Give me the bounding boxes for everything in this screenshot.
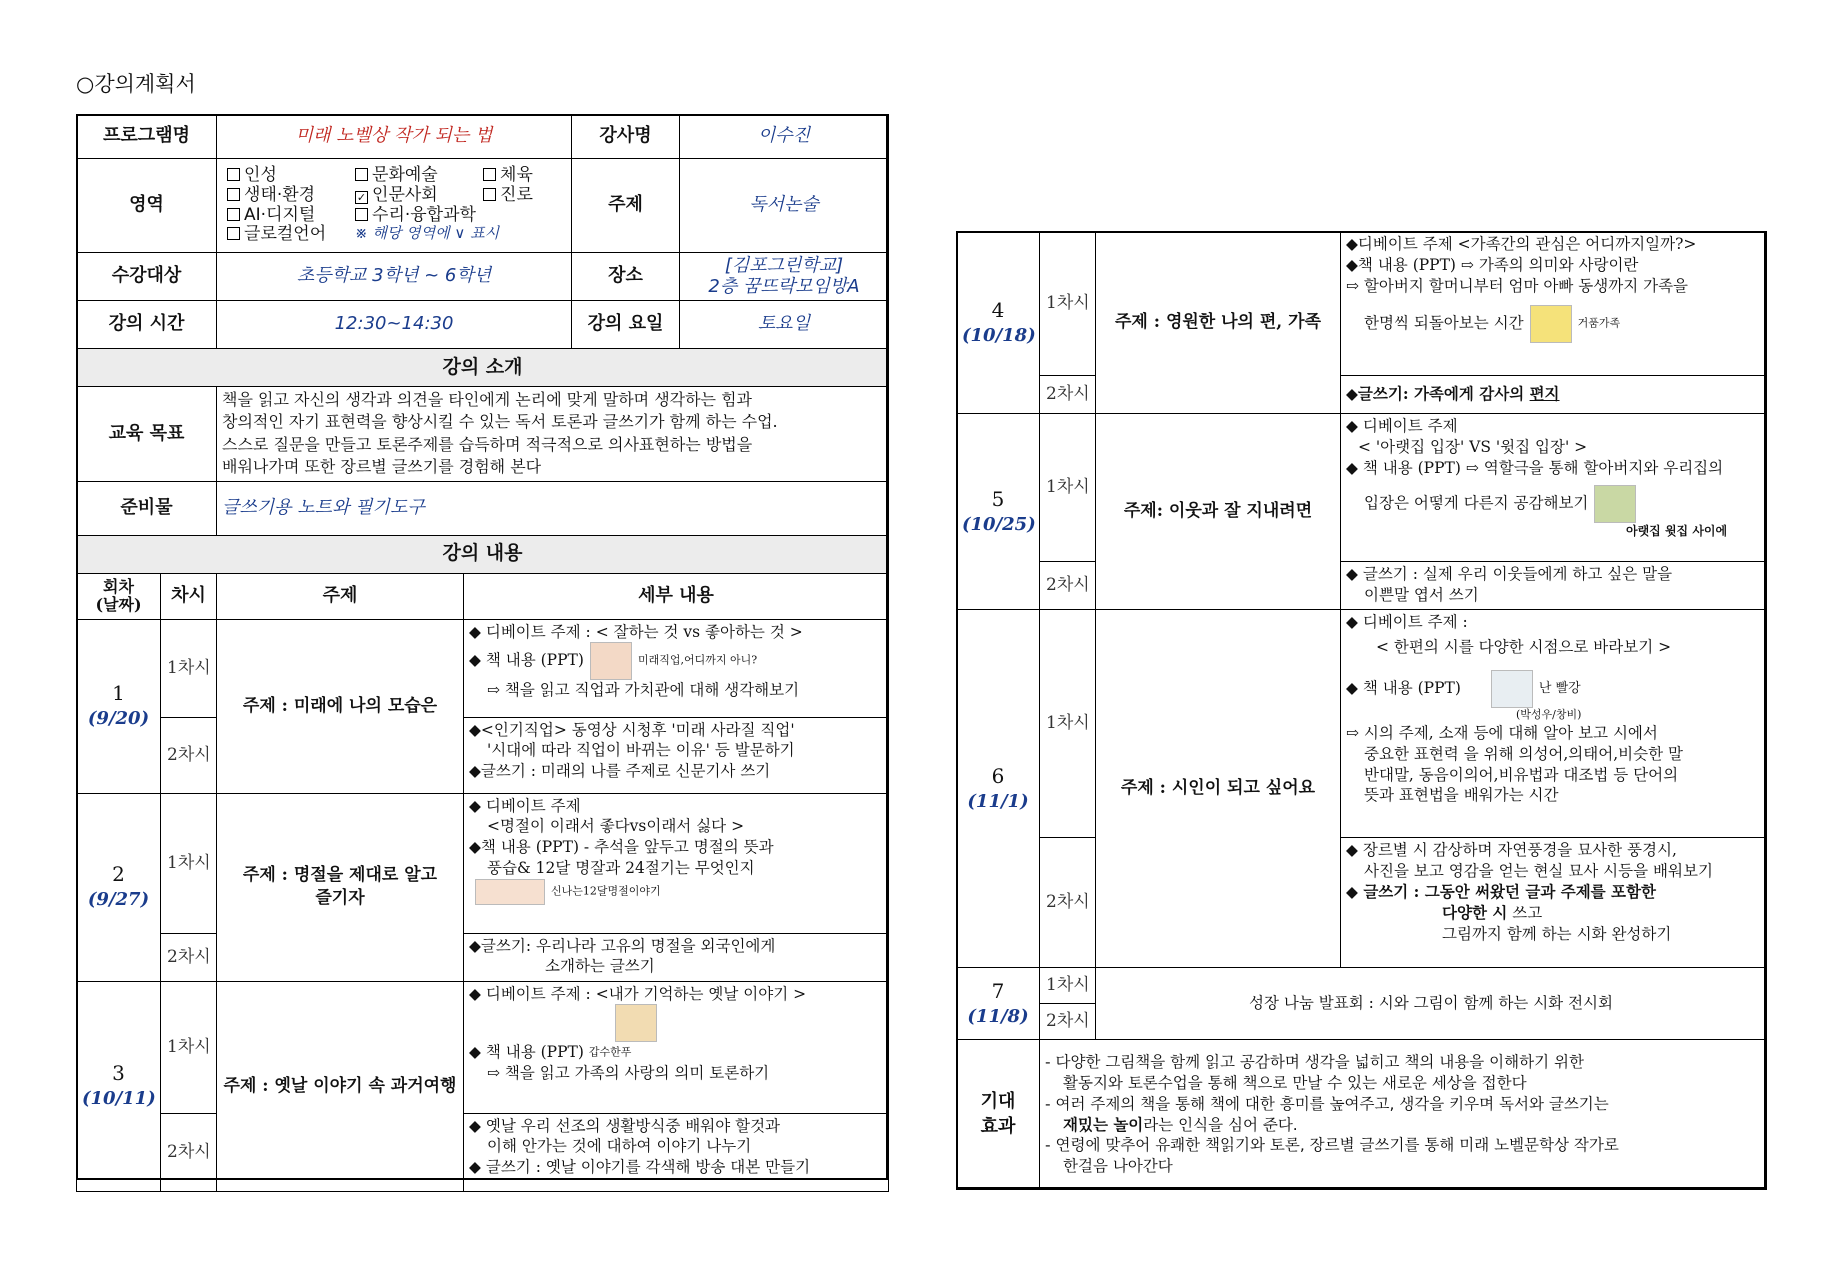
time-label: 강의 시간 (77, 301, 217, 349)
area-note: ※ 해당 영역에 ∨ 표시 (355, 224, 500, 243)
session-detail: ◆ 디베이트 주제 <명절이 이래서 좋다vs이래서 싫다 > ◆책 내용 (PPT) - 추석을 앞두고 명절의 뜻과 풍습& 12달 명잘과 24절기는 무엇인지 신나는12달명절이야기 (464, 793, 889, 933)
table-row (77, 933, 889, 981)
goal-label: 교육 목표 (77, 387, 217, 482)
place-label: 장소 (572, 253, 680, 301)
effect-text: - 다양한 그림책을 함께 읽고 공감하며 생각을 넓히고 책의 내용을 이해하기 위한 활동지와 토론수업을 통해 책으로 만날 수 있는 새로운 세상을 접한다 - 여러 주제의 책을 통해 책에 대한 흥미를 높여주고, 생각을 키우며 독서와 글쓰기는 재밌는 놀이라는 인식을 심어 준다. - 연령에 맞추어 유쾌한 책읽기와 토론, 장르별 글쓰기를 통해 미래 노벨문학상 작가로 한걸음 나아간다 (1040, 1040, 1767, 1190)
round-topic: 주제 : 영원한 나의 편, 가족 (1096, 232, 1341, 414)
session-label: 1차시 (1040, 232, 1096, 376)
session-detail: ◆ 디베이트 주제 : <내가 기억하는 옛날 이야기 > ◆ 책 내용 (PPT) 갑수한푸 ⇨ 책을 읽고 가족의 사랑의 의미 토론하기 (464, 981, 889, 1113)
target-label: 수강대상 (77, 253, 217, 301)
session-detail: ◆ 글쓰기 : 실제 우리 이웃들에게 하고 싶은 말을 이쁜말 엽서 쓰기 (1341, 562, 1767, 610)
session-detail: ◆글쓰기: 우리나라 고유의 명절을 외국인에게 소개하는 글쓰기 (464, 933, 889, 981)
time-value: 12:30~14:30 (217, 301, 572, 349)
session-label: 1차시 (161, 619, 217, 717)
lecture-plan-table-left (76, 114, 889, 1192)
session-label: 2차시 (161, 717, 217, 793)
round-topic: 주제 : 미래에 나의 모습은 (217, 619, 464, 793)
table-row (957, 562, 1767, 610)
area-option[interactable]: 문화예술 (355, 166, 483, 186)
session-detail: ◆ 디베이트 주제 < '아랫집 입장' VS '윗집 입장' > ◆ 책 내용 (PPT) ⇨ 역할극을 통해 할아버지와 우리집의 입장은 어떻게 다른지 공감해보기 아랫집 윗집 사이에 (1341, 414, 1767, 562)
place-value: [김포그린학교] 2층 꿈뜨락모임방A (680, 253, 889, 301)
subject-value: 독서논술 (680, 159, 889, 253)
book-cover-thumbnail (475, 879, 545, 905)
area-option[interactable]: 생태·환경 (227, 186, 355, 206)
book-cover-thumbnail (615, 1004, 657, 1042)
table-row (77, 981, 889, 1113)
round-topic: 주제: 이웃과 잘 지내려면 (1096, 414, 1341, 610)
instructor-label: 강사명 (572, 115, 680, 159)
area-option[interactable]: 글로컬언어 (227, 225, 355, 245)
table-row (77, 1113, 889, 1191)
intro-section-title: 강의 소개 (77, 349, 889, 387)
content-section-title: 강의 내용 (77, 535, 889, 573)
lecture-plan-table-right (956, 231, 1767, 1190)
session-label: 1차시 (161, 793, 217, 933)
book-cover-thumbnail (590, 642, 632, 680)
round-detail: 성장 나눔 발표회 : 시와 그림이 함께 하는 시화 전시회 (1096, 968, 1767, 1040)
session-detail: ◆ 장르별 시 감상하며 자연풍경을 묘사한 풍경시, 사진을 보고 영감을 얻는 현실 묘사 시등을 배워보기 ◆ 글쓰기 : 그동안 써왔던 글과 주제를 포함한 다양한 시 쓰고 그림까지 함께 하는 시화 완성하기 (1341, 838, 1767, 968)
col-topic-header: 주제 (217, 573, 464, 619)
book-cover-thumbnail (1530, 305, 1572, 343)
table-row (957, 1040, 1767, 1190)
area-option[interactable]: 수리·융합과학 (355, 206, 563, 226)
session-label: 2차시 (1040, 838, 1096, 968)
area-option[interactable]: AI·디지털 (227, 206, 355, 226)
col-round-header: 회차 (날짜) (77, 573, 161, 619)
table-row (957, 968, 1767, 1004)
session-label: 1차시 (161, 981, 217, 1113)
session-detail: ◆디베이트 주제 <가족간의 관심은 어디까지일까?> ◆책 내용 (PPT) ⇨ 가족의 의미와 사랑이란 ⇨ 할아버지 할머니부터 엄마 아빠 동생까지 가족을 한명씩 되돌아보는 시간 거품가족 (1341, 232, 1767, 376)
subject-label: 주제 (572, 159, 680, 253)
session-label: 1차시 (1040, 414, 1096, 562)
prep-value: 글쓰기용 노트와 필기도구 (217, 481, 889, 535)
round-topic: 주제 : 옛날 이야기 속 과거여행 (217, 981, 464, 1191)
day-label: 강의 요일 (572, 301, 680, 349)
session-detail: ◆글쓰기: 가족에게 감사의 편지 (1341, 376, 1767, 414)
col-session-header: 차시 (161, 573, 217, 619)
session-label: 1차시 (1040, 610, 1096, 838)
session-detail: ◆<인기직업> 동영상 시청후 '미래 사라질 직업' '시대에 따라 직업이 바뀌는 이유' 등 발문하기 ◆글쓰기 : 미래의 나를 주제로 신문기사 쓰기 (464, 717, 889, 793)
session-label: 2차시 (161, 933, 217, 981)
session-label: 2차시 (1040, 562, 1096, 610)
program-value: 미래 노벨상 작가 되는 법 (217, 115, 572, 159)
session-detail: ◆ 디베이트 주제 : < 한편의 시를 다양한 시점으로 바라보기 > ◆ 책 내용 (PPT) 난 빨강 (박성우/창비) ⇨ 시의 주제, 소재 등에 대해 알아 보고 시에서 중요한 표현력 을 위해 의성어,의태어,비슷한 말 반대말, 동음이의어,비유법과 대조법 등 단어의 뜻과 표현법을 배워가는 시간 (1341, 610, 1767, 838)
table-row (77, 717, 889, 793)
target-value: 초등학교 3학년 ~ 6학년 (217, 253, 572, 301)
session-label: 2차시 (1040, 1004, 1096, 1040)
document-title: ○강의계획서 (76, 72, 196, 96)
area-option[interactable]: ✓ 인문사회 (356, 184, 438, 205)
table-row (957, 232, 1767, 376)
round-number: 5 (10/25) (957, 414, 1040, 610)
table-row (957, 610, 1767, 838)
round-number: 6 (11/1) (957, 610, 1040, 968)
book-cover-thumbnail (1594, 485, 1636, 523)
goal-text: 책을 읽고 자신의 생각과 의견을 타인에게 논리에 맞게 말하며 생각하는 힘과 창의적인 자기 표현력을 향상시킬 수 있는 독서 토론과 글쓰기가 함께 하는 수업. 스스로 질문을 만들고 토론주제를 습득하며 적극적으로 의사표현하는 방법을 배워나가며 또한 장르별 글쓰기를 경험해 본다 (217, 387, 889, 482)
table-row (77, 793, 889, 933)
round-number: 3 (10/11) (77, 981, 161, 1191)
session-detail: ◆ 디베이트 주제 : < 잘하는 것 vs 좋아하는 것 > ◆ 책 내용 (PPT) 미래직업,어디까지 아니? ⇨ 책을 읽고 직업과 가치관에 대해 생각해보기 (464, 619, 889, 717)
round-number: 7 (11/8) (957, 968, 1040, 1040)
session-label: 2차시 (161, 1113, 217, 1191)
session-label: 1차시 (1040, 968, 1096, 1004)
table-row (957, 838, 1767, 968)
round-number: 1 (9/20) (77, 619, 161, 793)
table-row (957, 376, 1767, 414)
session-detail: ◆ 옛날 우리 선조의 생활방식중 배워야 할것과 이해 안가는 것에 대하여 이야기 나누기 ◆ 글쓰기 : 옛날 이야기를 각색해 방송 대본 만들기 (464, 1113, 889, 1191)
round-number: 4 (10/18) (957, 232, 1040, 414)
instructor-value: 이수진 (680, 115, 889, 159)
session-label: 2차시 (1040, 376, 1096, 414)
round-topic: 주제 : 시인이 되고 싶어요 (1096, 610, 1341, 968)
book-cover-thumbnail (1491, 670, 1533, 708)
area-options (217, 159, 572, 253)
table-row (77, 619, 889, 717)
area-label: 영역 (77, 159, 217, 253)
prep-label: 준비물 (77, 481, 217, 535)
area-option[interactable]: 인성 (227, 166, 355, 186)
col-detail-header: 세부 내용 (464, 573, 889, 619)
area-option[interactable]: 체육 (483, 166, 563, 186)
area-option[interactable]: 진로 (483, 186, 563, 206)
round-number: 2 (9/27) (77, 793, 161, 981)
table-row (957, 414, 1767, 562)
round-topic: 주제 : 명절을 제대로 알고 즐기자 (217, 793, 464, 981)
day-value: 토요일 (680, 301, 889, 349)
effect-label: 기대 효과 (957, 1040, 1040, 1190)
program-label: 프로그램명 (77, 115, 217, 159)
